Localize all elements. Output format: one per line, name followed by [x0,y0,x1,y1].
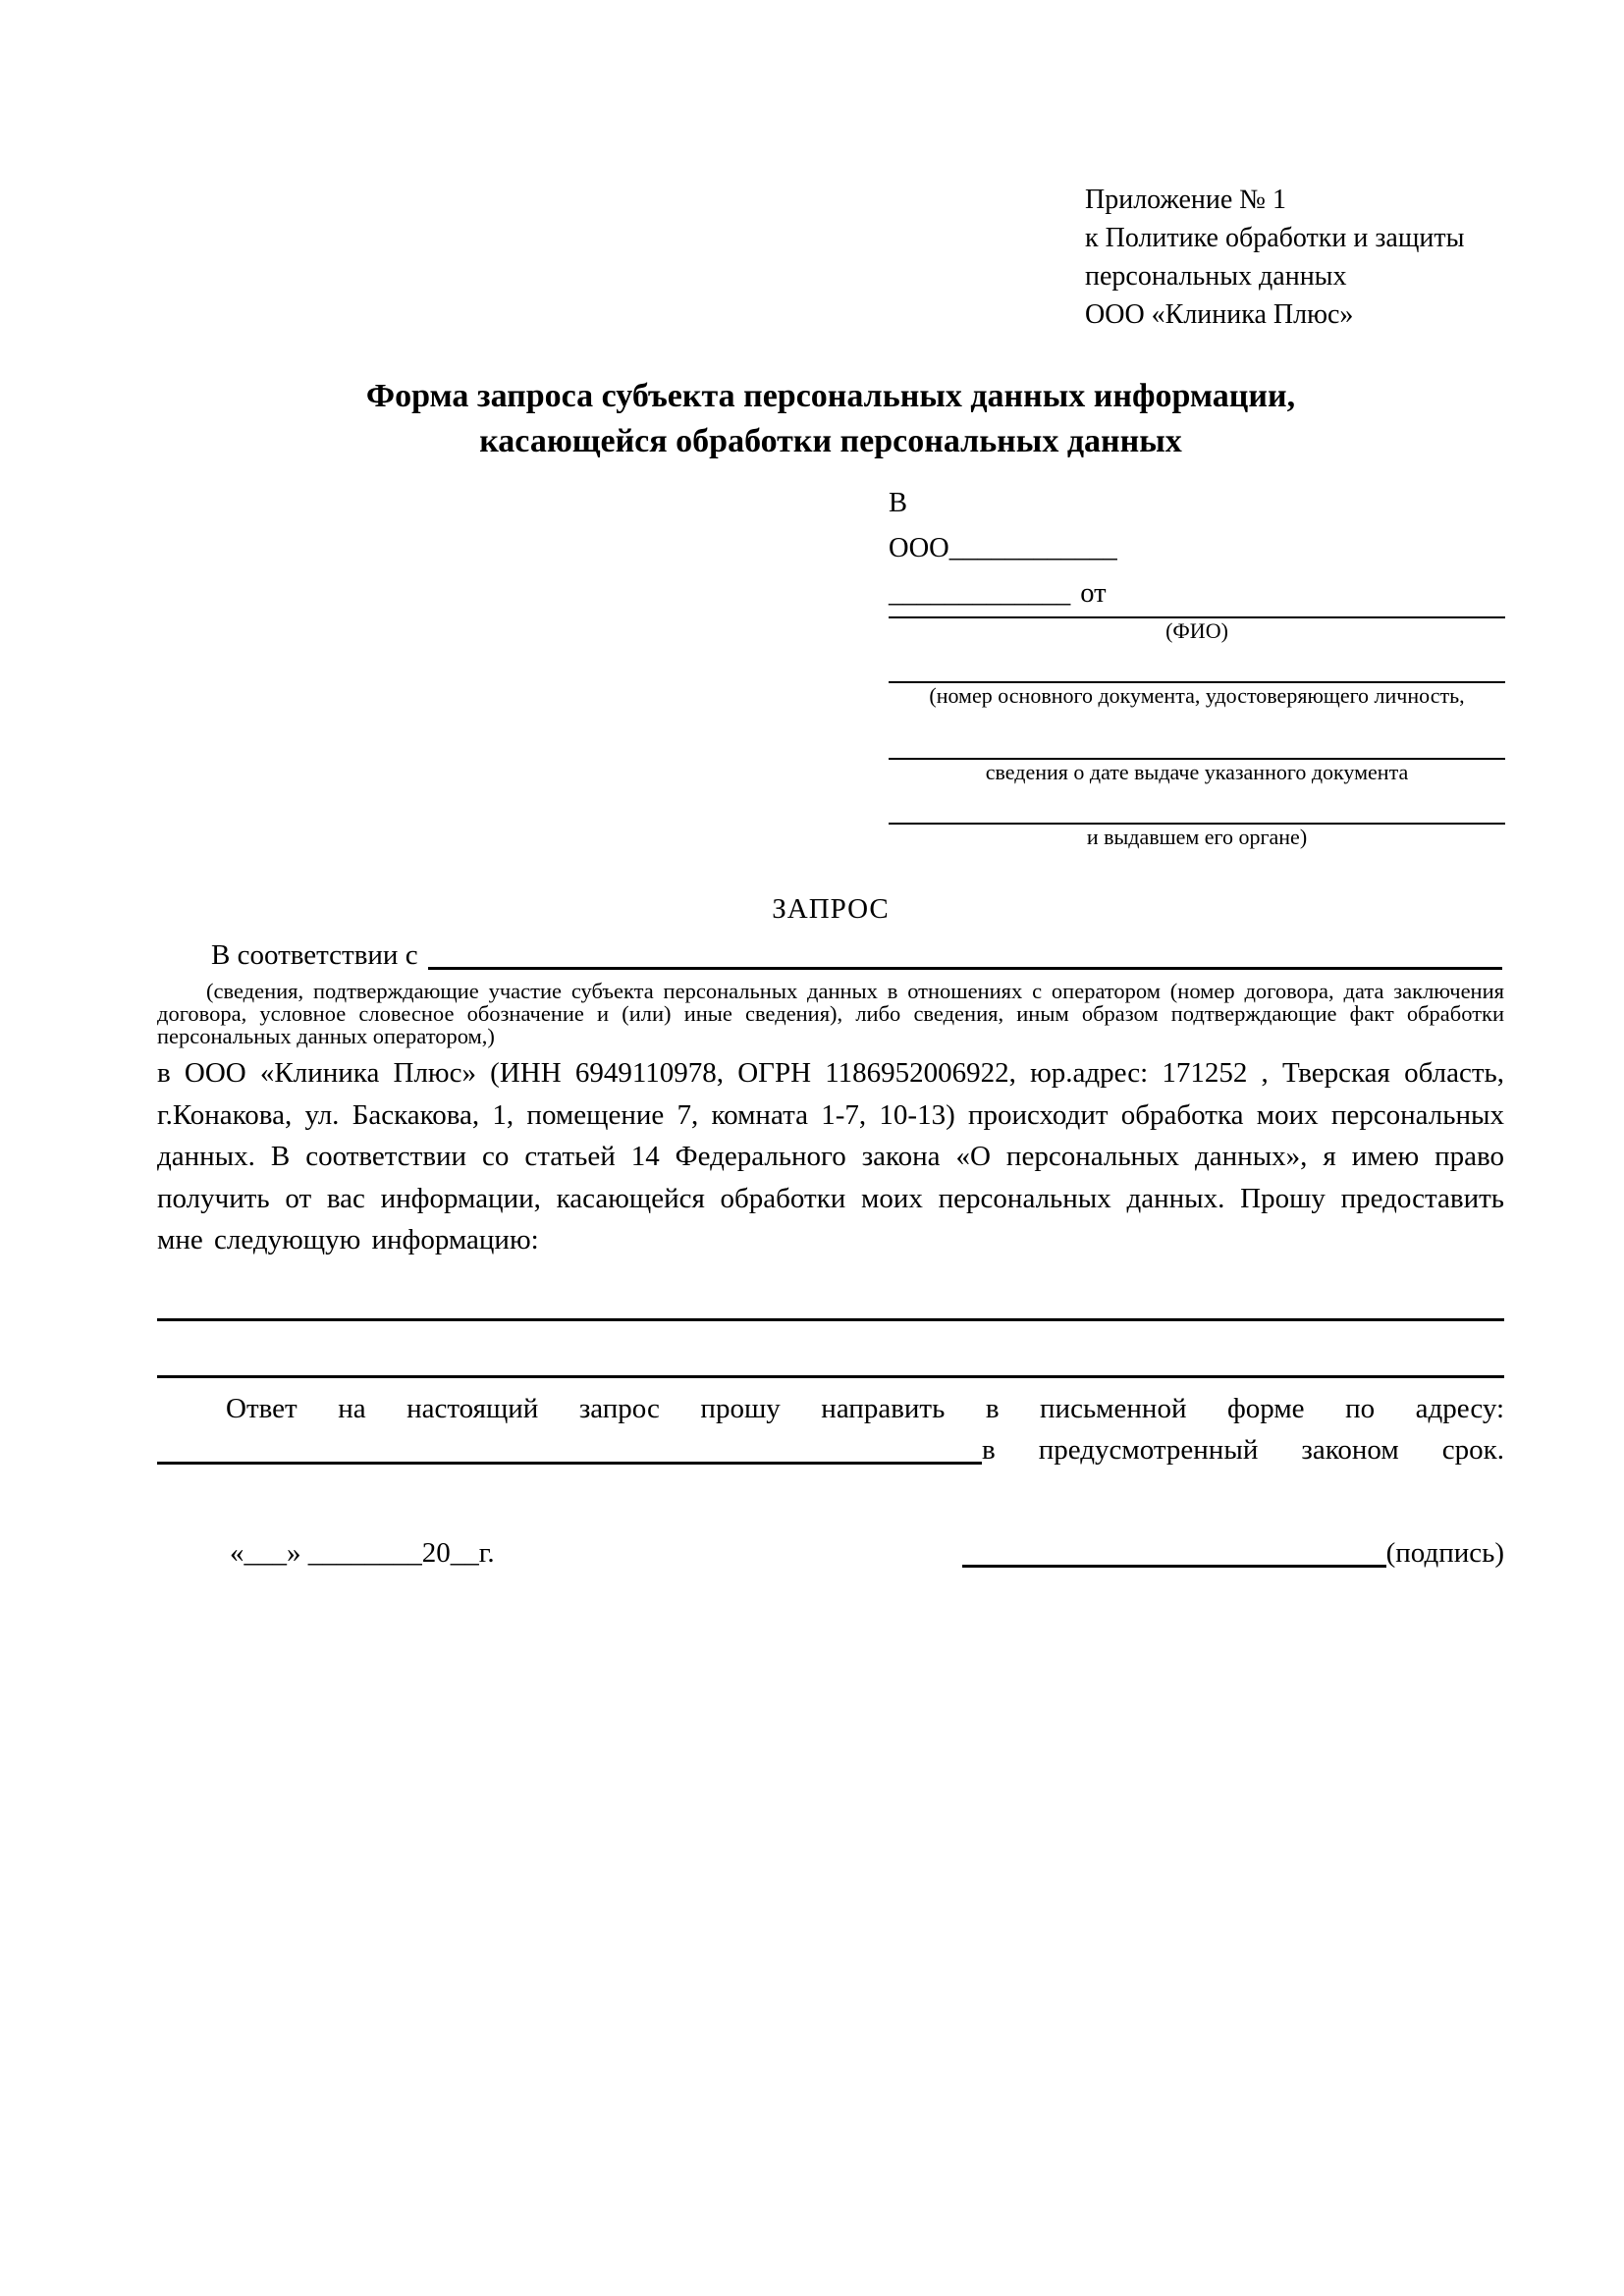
signature-blank-line [962,1565,1386,1568]
title-line-2: касающейся обработки персональных данных [479,423,1182,459]
addressee-from-line [889,571,1505,616]
appendix-line-1: Приложение № 1 [1085,185,1286,215]
info-blank-line-2 [157,1375,1504,1378]
appendix-block [1085,181,1507,334]
signature-row [157,1531,1504,1575]
appendix-line-3: персональных данных [1085,261,1347,292]
doc-issue-date-caption: сведения о дате выдаче указанного документа [985,760,1409,784]
addressee-block [889,481,1505,850]
request-note: (сведения, подтверждающие участие субъекта персональных данных в отношениях с оператором (номер договора, дата заключения договора, условное словесное обозначение и (или) иные сведения), либо сведения, иным образом подтверждающие факт обработки персональных данных оператором,) [157,979,1504,1048]
addressee-org-line [889,526,1505,571]
fio-caption: (ФИО) [1165,618,1228,643]
reply-line: Ответ на настоящий запрос прошу направить в письменной форме по адресу: [226,1393,1504,1424]
addressee-from-blank: _____________ [889,578,1071,609]
appendix-line-2: к Политике обработки и защиты [1085,223,1465,253]
appendix-line-4: ООО «Клиника Плюс» [1085,299,1354,330]
addressee-org-blank: ____________ [948,533,1117,563]
info-blank-line-1 [157,1318,1504,1321]
intro-blank-line [428,967,1502,970]
title-line-1: Форма запроса субъекта персональных данных информации, [365,378,1296,414]
doc-issuer-caption: и выдавшем его органе) [1086,825,1308,849]
reply-address-row [157,1430,1504,1469]
signature-caption: (подпись) [1385,1537,1504,1569]
date-field: «___» ________20__г. [230,1537,495,1569]
reply-tail: в предусмотренный законом срок. [982,1434,1504,1466]
request-body: в ООО «Клиника Плюс» (ИНН 6949110978, ОГРН 1186952006922, юр.адрес: 171252 , Тверская область, г.Конакова, ул. Баскакова, 1, помещение 7, комната 1-7, 10-13) происходит обработка моих персональных данных. В соответствии со статьей 14 Федерального закона «О персональных данных», я имею право получить от вас информации, касающейся обработки моих персональных данных. Прошу предоставить мне следующую информацию: [157,1057,1504,1255]
address-blank-line [157,1462,982,1465]
addressee-to: В [889,488,908,518]
document-title [157,374,1504,464]
doc-number-caption: (номер основного документа, удостоверяющего личность, [929,683,1465,708]
addressee-from-word: от [1080,578,1107,609]
request-heading: ЗАПРОС [772,893,890,925]
request-intro-text: В соответствии с [211,939,418,971]
addressee-org-prefix: ООО [889,533,949,563]
signature-group [962,1531,1504,1575]
request-intro-row [157,936,1504,974]
